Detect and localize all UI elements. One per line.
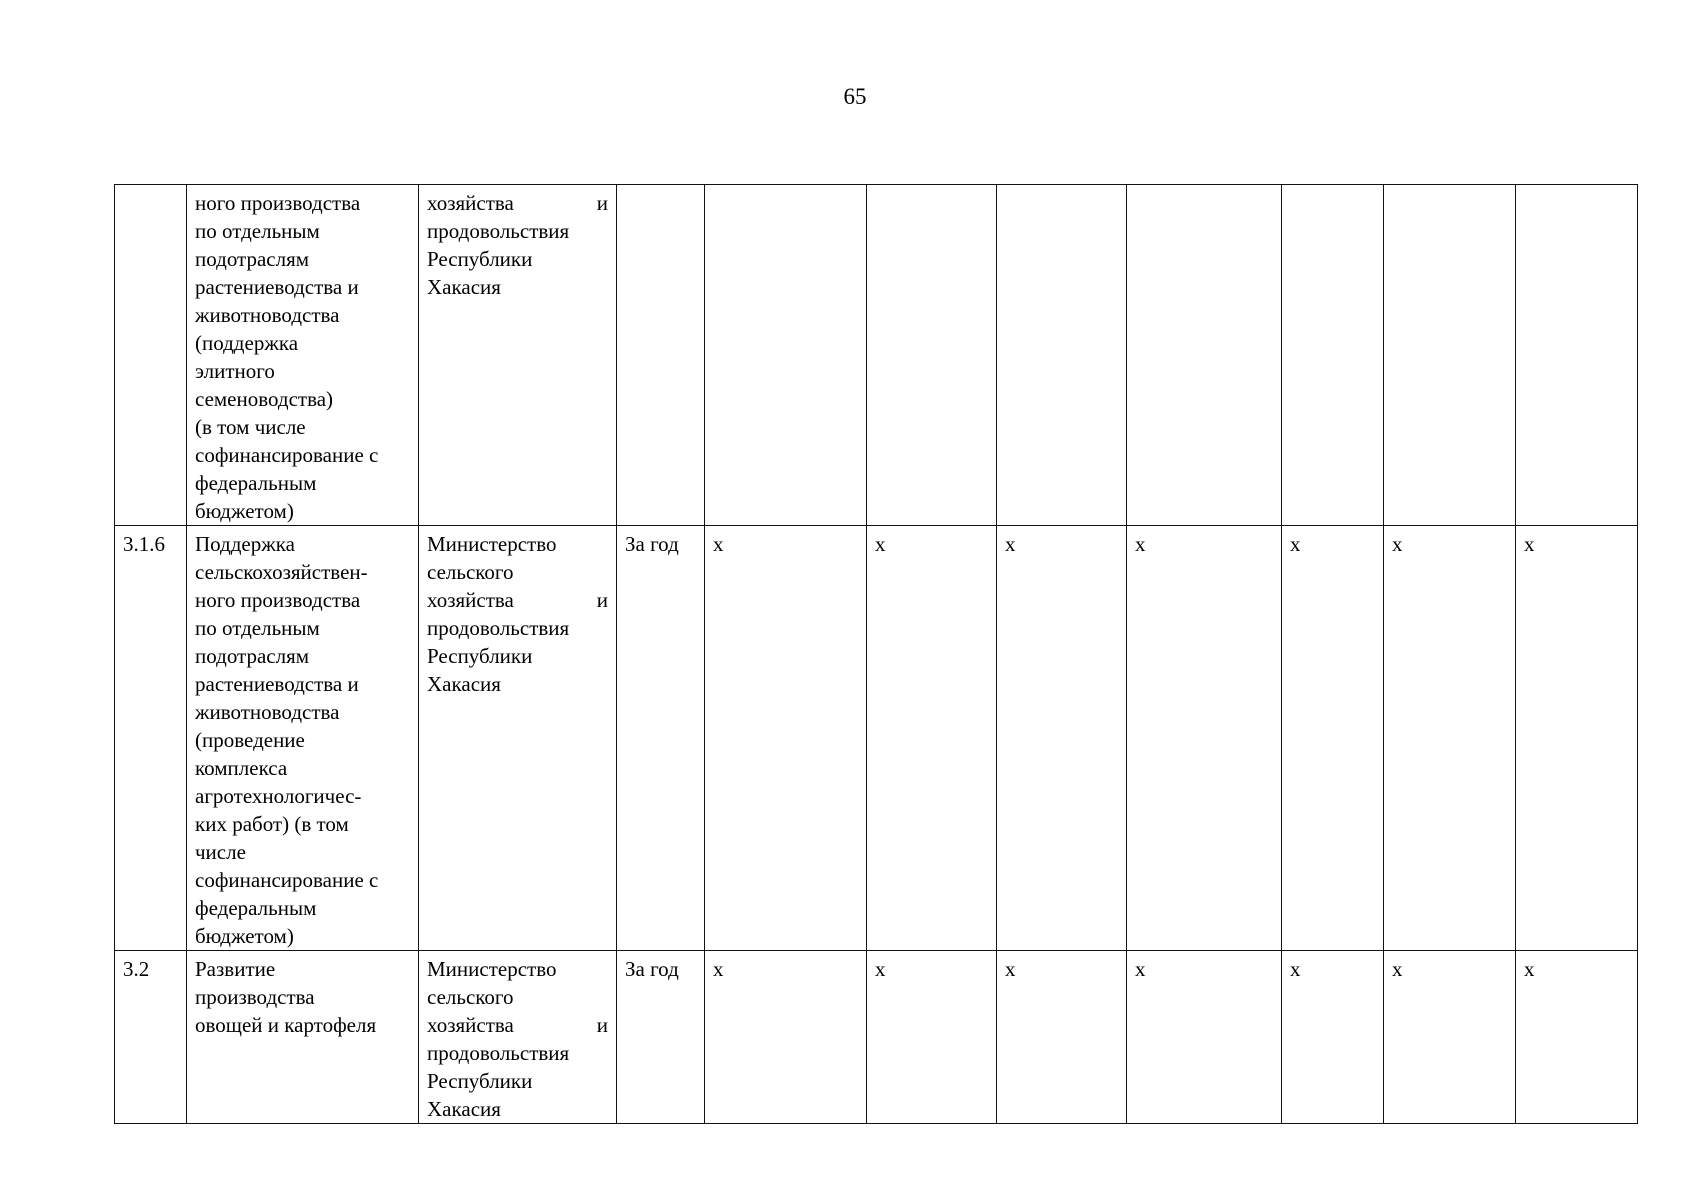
executor-line [427,983,608,1011]
executor-word: продовольствия [427,219,570,243]
value-cell: x [1516,951,1638,1124]
measure-name-line: подотраслям [195,644,310,668]
executor-word: Хакасия [427,1097,501,1121]
measure-name-line: (в том числе [195,415,306,439]
measure-name-line: производства [195,985,315,1009]
period-cell: За год [617,951,705,1124]
measure-name-cell [187,951,419,1124]
executor-line [427,1011,608,1039]
measure-name-line: подотраслям [195,247,310,271]
measure-name-line: софинансирование с [195,443,379,467]
executor-cell [419,526,617,951]
executor-word: Республики [427,644,533,668]
table-wrapper [114,184,1638,1124]
measure-name-cell [187,185,419,526]
measure-name-line: федеральным [195,471,317,495]
executor-word: продовольствия [427,616,570,640]
measure-name-line: комплекса [195,756,288,780]
measure-name-cell [187,526,419,951]
executor-line [427,614,608,642]
executor-line [427,955,608,983]
value-cell [867,185,997,526]
executor-word: Министерство [427,957,557,981]
value-cell: x [997,951,1127,1124]
executor-word: сельского [427,985,514,1009]
value-cell [1127,185,1282,526]
executor-line [427,1067,608,1095]
row-number-cell: 3.2 [115,951,187,1124]
executor-word: сельского [427,560,514,584]
measure-name-line: животноводства [195,700,340,724]
executor-word: хозяйства [427,191,514,215]
measure-name-line: ного производства [195,588,361,612]
measure-name-line: софинансирование с [195,868,379,892]
measure-name-line: растениеводства и [195,275,359,299]
executor-word: Хакасия [427,275,501,299]
executor-line [427,1039,608,1067]
page-number: 65 [843,84,867,109]
executor-word: и [596,1013,608,1037]
executor-line [427,189,608,217]
value-cell: x [867,951,997,1124]
executor-line [427,530,608,558]
executor-line [427,558,608,586]
value-cell [1282,185,1384,526]
executor-cell [419,951,617,1124]
measure-name-line: бюджетом) [195,499,294,523]
executor-word: Республики [427,1069,533,1093]
measure-name-line: животноводства [195,303,340,327]
measure-name-line: числе [195,840,246,864]
value-cell [997,185,1127,526]
executor-word: Республики [427,247,533,271]
measure-name-line: бюджетом) [195,924,294,948]
measure-name-line: федеральным [195,896,317,920]
value-cell: x [1127,951,1282,1124]
value-cell: x [1282,951,1384,1124]
executor-word: хозяйства [427,1013,514,1037]
executor-line [427,670,608,698]
executor-line [427,586,608,614]
value-cell [1516,185,1638,526]
executor-cell [419,185,617,526]
executor-line [427,273,608,301]
program-table [114,184,1638,1124]
measure-name-line: агротехнологичес- [195,784,362,808]
measure-name-line: Поддержка [195,532,295,556]
period-cell: За год [617,526,705,951]
measure-name-line: семеноводства) [195,387,334,411]
value-cell: x [705,951,867,1124]
value-cell: x [1384,526,1516,951]
table-body [115,185,1638,1124]
value-cell: x [705,526,867,951]
measure-name-line: (проведение [195,728,305,752]
row-number-cell [115,185,187,526]
measure-name-line: ного производства [195,191,361,215]
measure-name-line: овощей и картофеля [195,1013,377,1037]
measure-name-line: по отдельным [195,219,320,243]
value-cell: x [1384,951,1516,1124]
measure-name-line: по отдельным [195,616,320,640]
executor-word: и [596,191,608,215]
measure-name-line: растениеводства и [195,672,359,696]
measure-name-line: ких работ) (в том [195,812,349,836]
executor-line [427,245,608,273]
executor-line [427,1095,608,1123]
measure-name-line: Развитие [195,957,276,981]
executor-word: и [596,588,608,612]
table-row [115,185,1638,526]
executor-line [427,217,608,245]
executor-word: продовольствия [427,1041,570,1065]
value-cell: x [997,526,1127,951]
value-cell [1384,185,1516,526]
measure-name-line: сельскохозяйствен- [195,560,368,584]
value-cell: x [1516,526,1638,951]
table-row [115,951,1638,1124]
executor-word: Министерство [427,532,557,556]
row-number-cell: 3.1.6 [115,526,187,951]
executor-word: хозяйства [427,588,514,612]
value-cell [705,185,867,526]
value-cell: x [867,526,997,951]
table-row [115,526,1638,951]
period-cell [617,185,705,526]
value-cell: x [1282,526,1384,951]
value-cell: x [1127,526,1282,951]
executor-word: Хакасия [427,672,501,696]
measure-name-line: (поддержка [195,331,299,355]
measure-name-line: элитного [195,359,275,383]
executor-line [427,642,608,670]
